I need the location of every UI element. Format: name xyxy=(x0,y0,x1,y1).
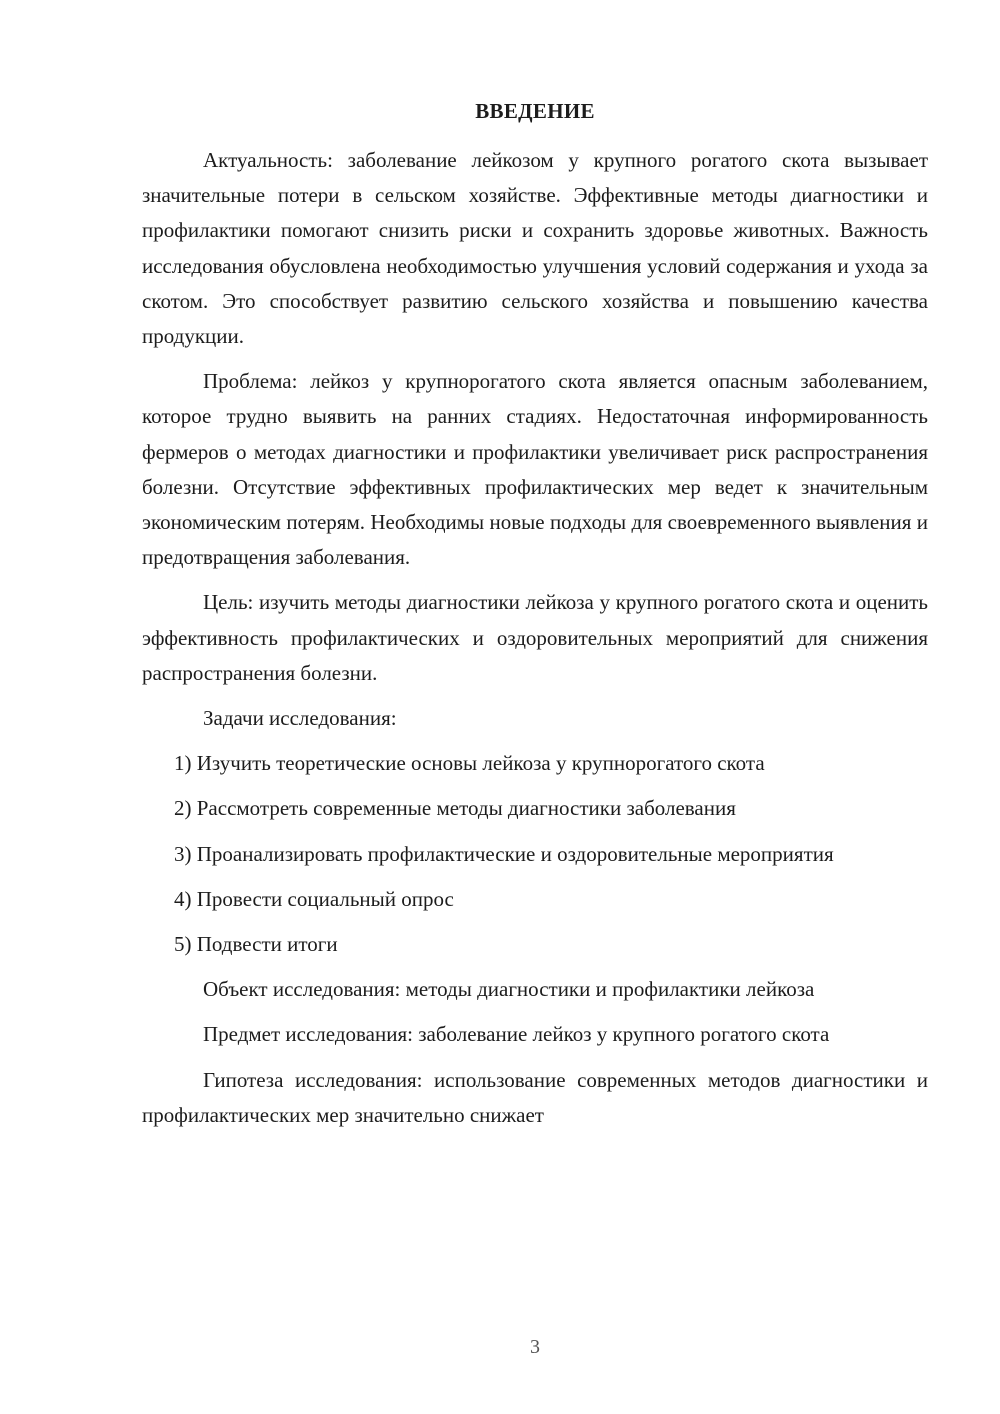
task-item-2: 2) Рассмотреть современные методы диагностики заболевания xyxy=(174,796,736,821)
subject-paragraph: Предмет исследования: заболевание лейкоз у крупного рогатого скота xyxy=(203,1022,830,1047)
page-body xyxy=(142,143,928,1143)
tasks-intro: Задачи исследования: xyxy=(203,706,397,731)
goal-paragraph: Цель: изучить методы диагностики лейкоза у крупного рогатого скота и оценить эффективность профилактических и оздоровительных мероприятий для снижения распространения болезни. xyxy=(142,590,928,685)
task-item-5: 5) Подвести итоги xyxy=(174,932,338,957)
hypothesis-paragraph: Гипотеза исследования: использование современных методов диагностики и профилактических мер значительно снижает xyxy=(142,1067,928,1127)
task-item-1: 1) Изучить теоретические основы лейкоза у крупнорогатого скота xyxy=(174,751,765,776)
page-title: ВВЕДЕНИЕ xyxy=(475,99,595,123)
page-number: 3 xyxy=(530,1336,540,1358)
problem-paragraph: Проблема: лейкоз у крупнорогатого скота является опасным заболеванием, которое трудно выявить на ранних стадиях. Недостаточная информированность фермеров о методах диагностики и профилактики увеличивает риск распространения болезни. Отсутствие эффективных профилактических мер ведет к значительным экономическим потерям. Необходимы новые подходы для своевременного выявления и предотвращения заболевания. xyxy=(142,369,928,570)
task-item-4: 4) Провести социальный опрос xyxy=(174,886,454,911)
object-paragraph: Объект исследования: методы диагностики и профилактики лейкоза xyxy=(203,977,815,1002)
task-item-3: 3) Проанализировать профилактические и оздоровительные мероприятия xyxy=(174,841,834,866)
relevance-paragraph: Актуальность: заболевание лейкозом у крупного рогатого скота вызывает значительные потери в сельском хозяйстве. Эффективные методы диагностики и профилактики помогают снизить риски и сохранить здоровье животных. Важность исследования обусловлена необходимостью улучшения условий содержания и ухода за скотом. Это способствует развитию сельского хозяйства и повышению качества продукции. xyxy=(142,148,928,349)
